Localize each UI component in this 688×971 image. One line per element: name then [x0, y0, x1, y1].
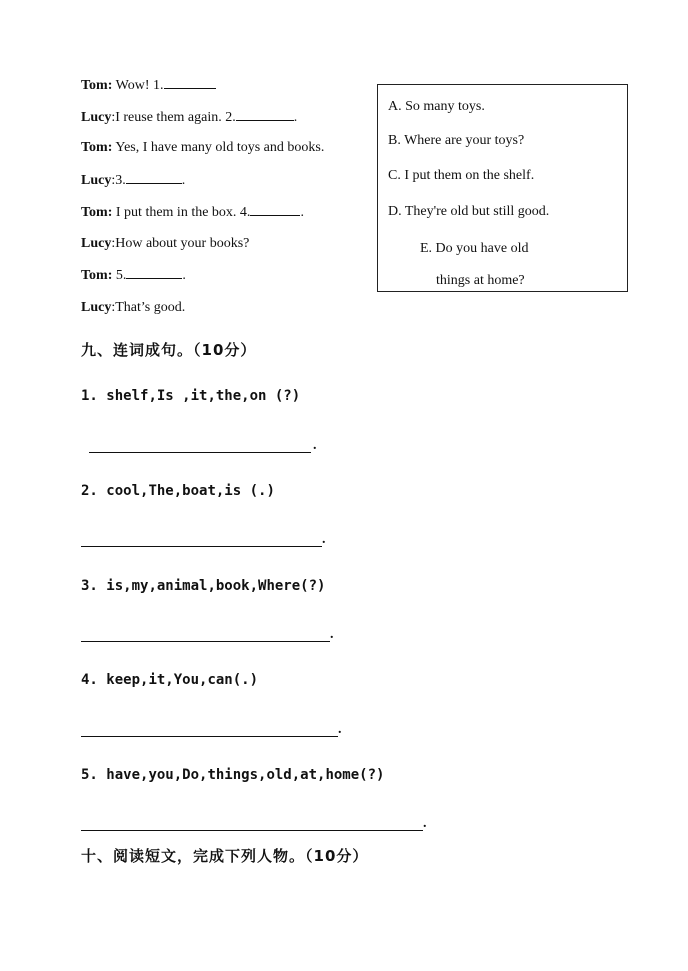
option-e-continued: things at home?	[436, 273, 525, 288]
speaker: Lucy	[81, 173, 112, 188]
question-5	[81, 767, 384, 783]
answer-blank-1[interactable]	[164, 76, 216, 89]
option-c: C. I put them on the shelf.	[388, 168, 535, 183]
question-number: 4.	[81, 672, 98, 688]
answer-line-2[interactable]	[81, 546, 322, 547]
question-words: shelf,Is ,it,the,on (?)	[106, 388, 301, 404]
option-b: B. Where are your toys?	[388, 133, 525, 148]
options-box	[377, 84, 628, 292]
speaker: Tom:	[81, 268, 113, 283]
dialogue-line-8	[81, 299, 185, 317]
answer-line-4[interactable]	[81, 736, 338, 737]
question-words: have,you,Do,things,old,at,home(?)	[106, 767, 385, 783]
section-9-title: 九、连词成句。（10分）	[81, 341, 257, 359]
line-text: :3.	[111, 173, 126, 188]
answer-period: .	[322, 532, 326, 547]
speaker: Tom:	[81, 140, 113, 155]
answer-period: .	[338, 722, 342, 737]
speaker: Tom:	[81, 78, 113, 93]
answer-blank-4[interactable]	[250, 203, 300, 216]
line-end: .	[182, 268, 186, 283]
answer-line-5[interactable]	[81, 830, 423, 831]
answer-blank-2[interactable]	[236, 108, 294, 121]
question-2	[81, 483, 275, 499]
line-end: .	[293, 110, 298, 125]
answer-period: .	[423, 816, 427, 831]
dialogue-line-2	[81, 108, 297, 127]
answer-period: .	[330, 627, 334, 642]
question-number: 5.	[81, 767, 98, 783]
dialogue-line-3	[81, 139, 324, 157]
answer-period: .	[313, 438, 317, 453]
question-1	[81, 388, 300, 404]
question-words: keep,it,You,can(.)	[106, 672, 259, 688]
speaker: Lucy	[81, 300, 112, 315]
dialogue-line-5	[81, 203, 304, 222]
dialogue-line-6	[81, 235, 249, 253]
option-d: D. They're old but still good.	[388, 204, 550, 219]
question-words: is,my,animal,book,Where(?)	[106, 578, 326, 594]
question-number: 3.	[81, 578, 98, 594]
line-text: 5.	[112, 268, 127, 283]
dialogue-line-7	[81, 266, 186, 285]
line-text: I put them in the box. 4.	[112, 205, 251, 220]
line-end: .	[181, 173, 186, 188]
line-text: :How about your books?	[111, 236, 250, 251]
option-a: A. So many toys.	[388, 99, 485, 114]
question-words: cool,The,boat,is (.)	[106, 483, 275, 499]
option-e: E. Do you have old	[420, 241, 529, 256]
speaker: Lucy	[81, 236, 112, 251]
line-text: Wow! 1.	[112, 78, 164, 93]
answer-line-3[interactable]	[81, 641, 330, 642]
answer-blank-3[interactable]	[126, 171, 182, 184]
question-number: 2.	[81, 483, 98, 499]
line-text: Yes, I have many old toys and books.	[112, 140, 325, 155]
speaker: Lucy	[81, 110, 112, 125]
answer-blank-5[interactable]	[126, 266, 182, 279]
section-10-title: 十、阅读短文，完成下列人物。（10分）	[81, 847, 369, 865]
question-3	[81, 578, 325, 594]
line-text: :That’s good.	[111, 300, 186, 315]
speaker: Tom:	[81, 205, 113, 220]
line-end: .	[300, 205, 304, 220]
answer-line-1[interactable]	[89, 452, 311, 453]
dialogue-line-4	[81, 171, 185, 190]
line-text: :I reuse them again. 2.	[111, 110, 236, 125]
question-number: 1.	[81, 388, 98, 404]
question-4	[81, 672, 258, 688]
dialogue-line-1	[81, 76, 216, 95]
